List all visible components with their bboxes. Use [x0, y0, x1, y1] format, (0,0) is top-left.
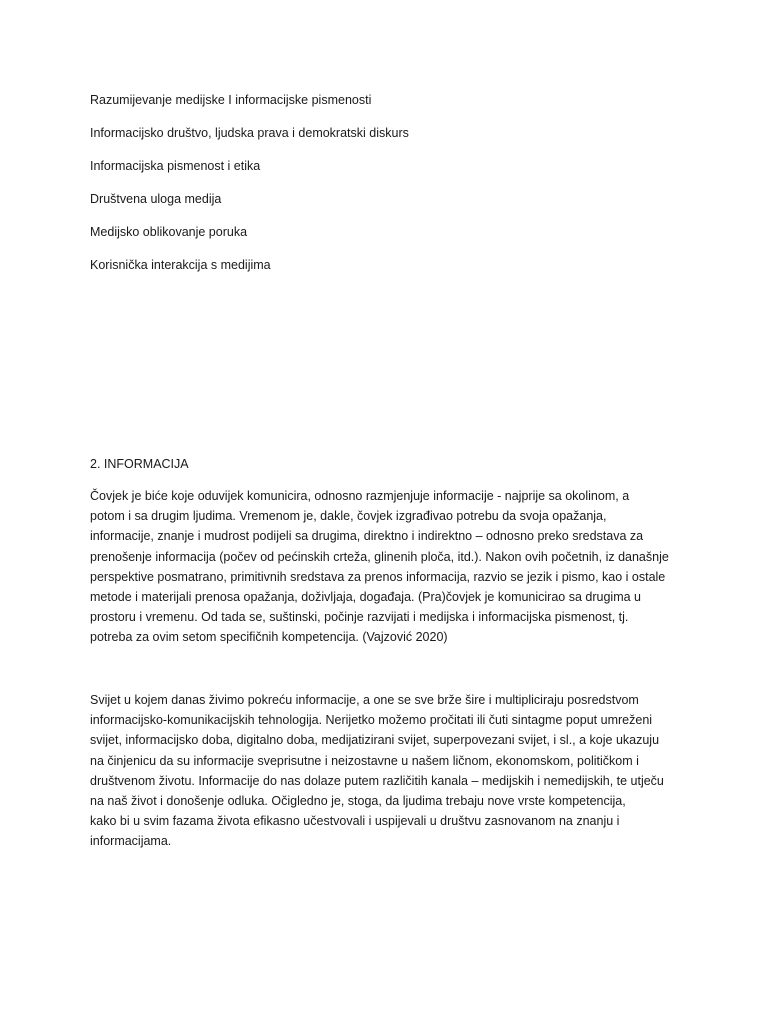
paragraph-line: informacijama.	[90, 834, 172, 849]
paragraph-line: Čovjek je biće koje oduvijek komunicira, odnosno razmjenjuje informacije - najprije sa okolinom, a	[90, 489, 630, 503]
toc-item: Informacijsko društvo, ljudska prava i demokratski diskurs	[90, 126, 409, 140]
paragraph-line: svijet, informacijsko doba, digitalno doba, medijatizirani svijet, superpovezani svijet, i sl., a koje ukazuju	[90, 733, 660, 748]
paragraph-line: metode i materijali prenosa opažanja, doživljaja, događaja. (Pra)čovjek je komunicirao sa drugima u	[90, 589, 641, 604]
paragraph-line: informacije, znanje i mudrost podijeli sa drugima, direktno i indirektno – odnosno preko sredstava za	[90, 529, 644, 544]
paragraph-line: Svijet u kojem danas živimo pokreću informacije, a one se sve brže šire i multipliciraju posredstvom	[90, 693, 639, 707]
toc-item: Informacijska pismenost i etika	[90, 159, 261, 173]
paragraph-line: na činjenicu da su informacije sveprisutne i neizostavne u našem ličnom, ekonomskom, političkom i	[90, 753, 639, 768]
paragraph-line: društvenom životu. Informacije do nas dolaze putem različitih kanala – medijskih i nemedijskih, te utječu	[90, 773, 664, 788]
toc-item: Društvena uloga medija	[90, 192, 222, 206]
table-of-contents	[90, 92, 690, 290]
toc-item: Medijsko oblikovanje poruka	[90, 225, 248, 239]
paragraph-line: potreba za ovim setom specifičnih kompetencija. (Vajzović 2020)	[90, 630, 448, 645]
paragraph-line: perspektive posmatrano, primitivnih sredstava za prenos informacija, razvio se jezik i pismo, kao i ostale	[90, 569, 666, 584]
paragraph-line: prenošenje informacija (počev od pećinskih crteža, glinenih ploča, itd.). Nakon ovih početnih, iz današnje	[90, 549, 669, 564]
paragraph-line: informacijsko-komunikacijskih tehnologija. Nerijetko možemo pročitati ili čuti sintagme poput umreženi	[90, 713, 653, 728]
paragraph-line: potom i sa drugim ljudima. Vremenom je, dakle, čovjek izgrađivao potrebu da svoja opažanja,	[90, 509, 607, 524]
paragraph	[90, 486, 690, 648]
paragraph-line: na naš život i donošenje odluka. Očigledno je, stoga, da ljudima trebaju nove vrste kompetencija,	[90, 793, 626, 808]
paragraph	[90, 690, 690, 852]
paragraph-line: kako bi u svim fazama života efikasno učestvovali i uspijevali u društvu zasnovanom na znanju i	[90, 814, 620, 829]
section-heading: 2. INFORMACIJA	[90, 457, 189, 471]
toc-item: Razumijevanje medijske I informacijske pismenosti	[90, 93, 372, 107]
paragraph-line: prostoru i vremenu. Od tada se, suštinski, počinje razvijati i medijska i informacijska pismenost, tj.	[90, 610, 629, 625]
toc-item: Korisnička interakcija s medijima	[90, 258, 271, 272]
